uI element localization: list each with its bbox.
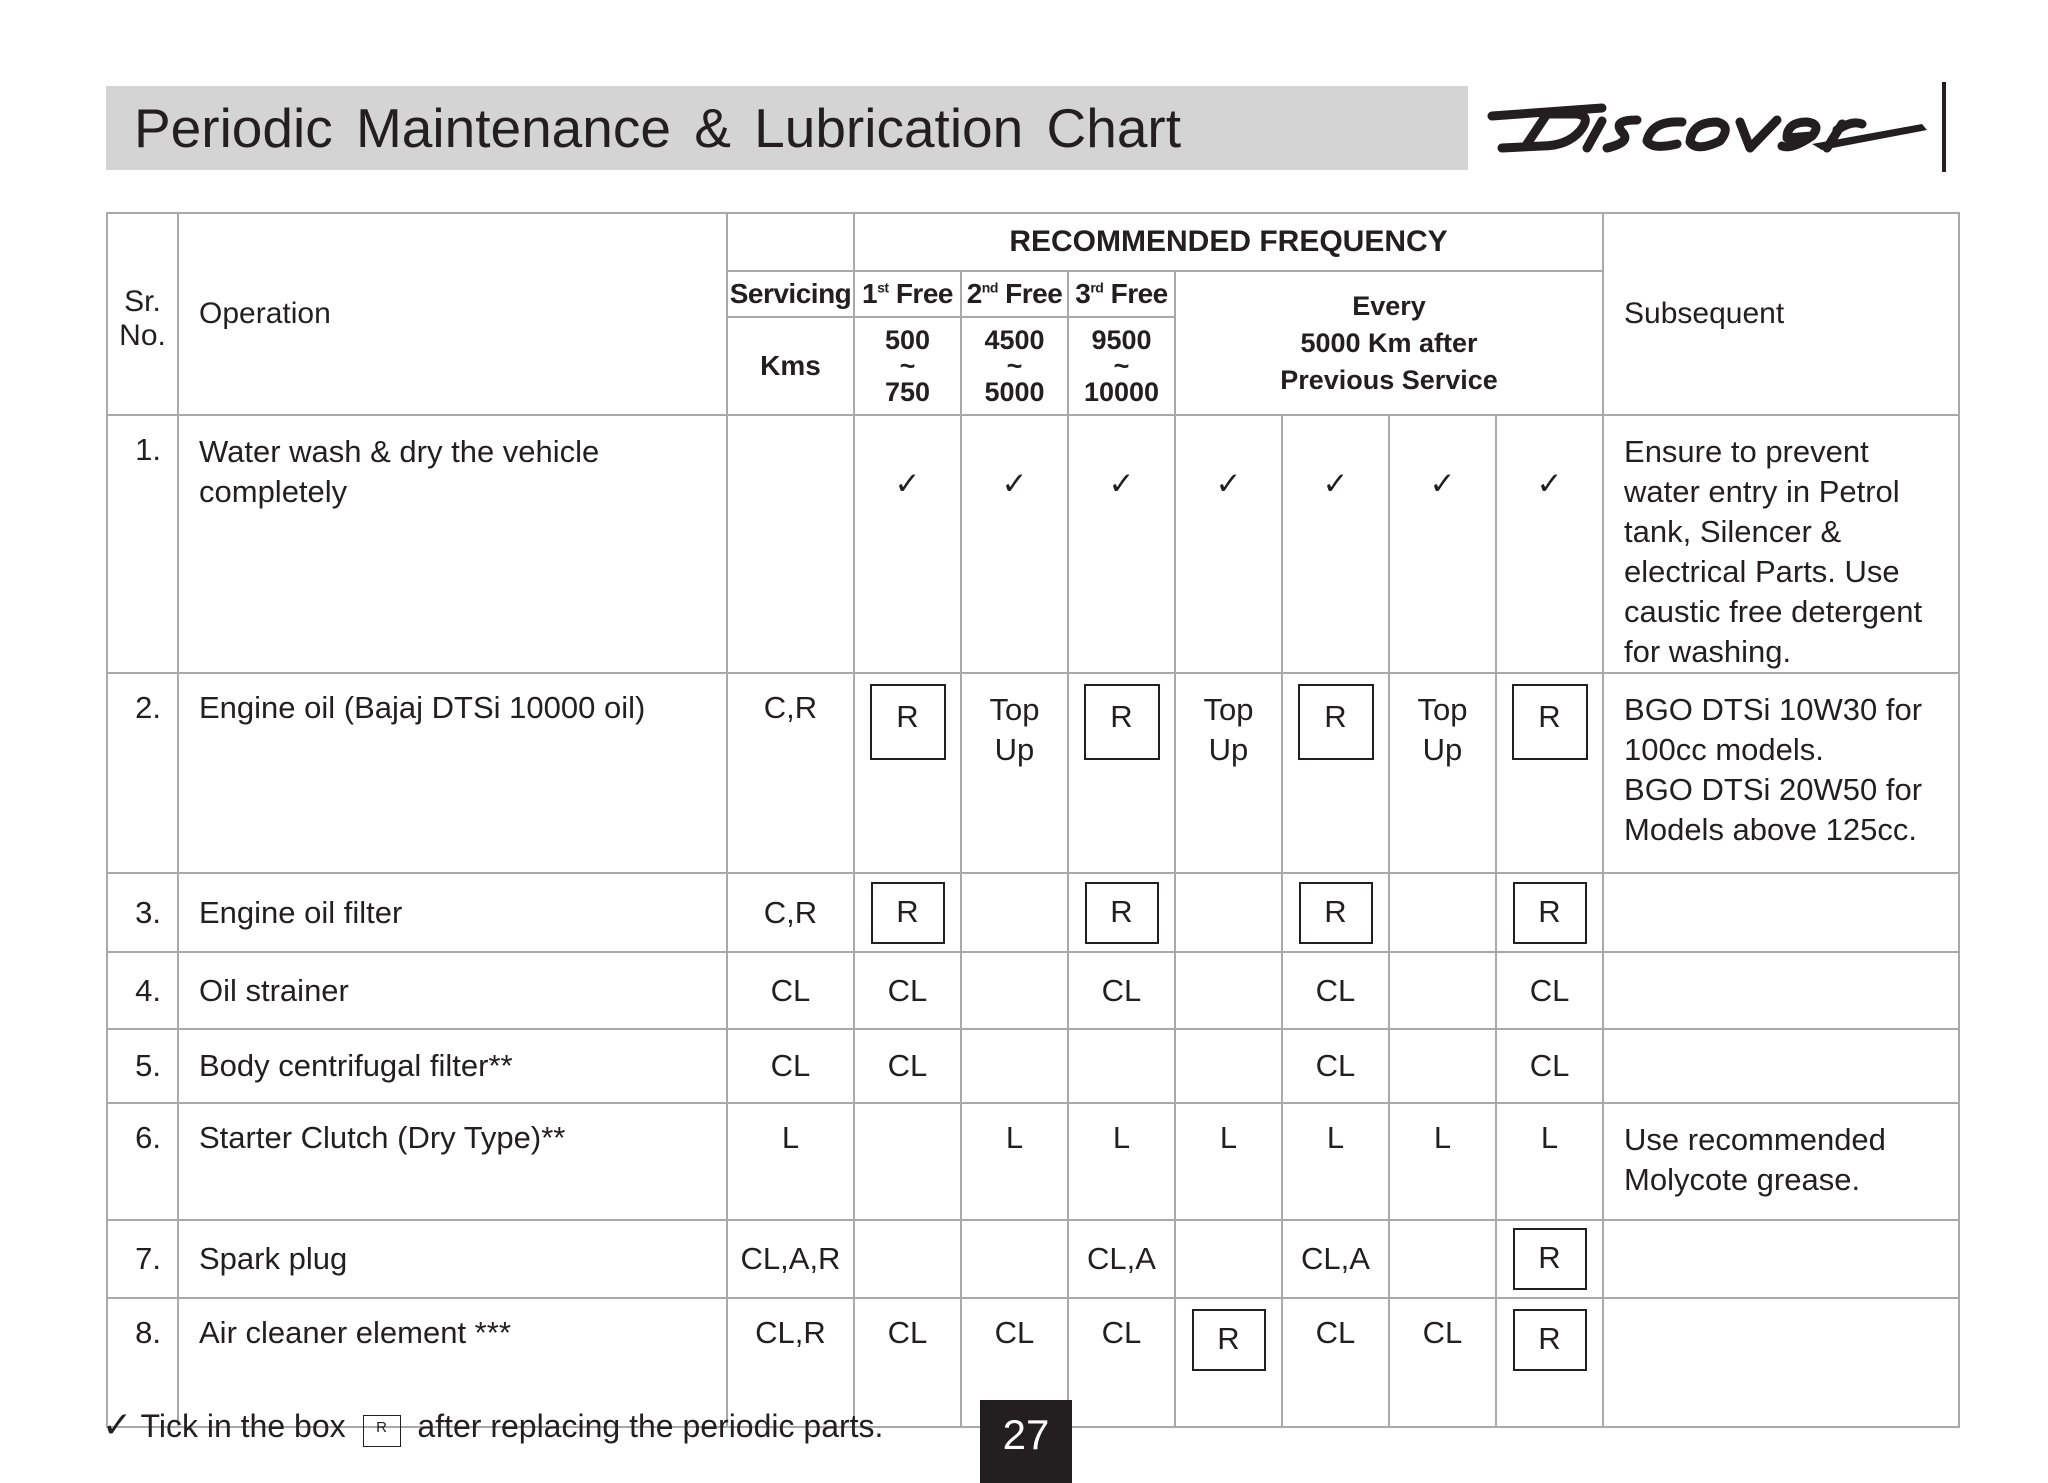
row-sr: 2.	[107, 673, 178, 873]
row-cell	[961, 952, 1068, 1029]
row-cell-topup	[961, 673, 1068, 873]
range3-tilde: ~	[1113, 351, 1130, 381]
header-operation: Operation	[178, 213, 727, 415]
row-cell	[854, 1103, 961, 1220]
row-cell-tick: ✓	[1175, 415, 1282, 673]
range1-tilde: ~	[899, 351, 916, 381]
every-line-1: Every	[1352, 290, 1426, 321]
replace-box: R	[1513, 882, 1587, 944]
replace-box: R	[871, 882, 945, 944]
row-cell-replace	[1496, 1298, 1603, 1427]
row-cell-tick: ✓	[1068, 415, 1175, 673]
table-row	[107, 952, 1959, 1029]
row-servicing: L	[727, 1103, 854, 1220]
row-cell-topup	[1175, 673, 1282, 873]
header-range-2	[961, 317, 1068, 415]
row-cell	[1175, 1220, 1282, 1298]
replace-box: R	[1513, 1228, 1587, 1290]
table-row	[107, 1103, 1959, 1220]
replace-box: R	[1192, 1309, 1266, 1371]
row-cell	[1175, 1029, 1282, 1103]
row-cell	[1175, 952, 1282, 1029]
header-range-1	[854, 317, 961, 415]
row-cell: L	[1282, 1103, 1389, 1220]
row-cell	[1389, 1220, 1496, 1298]
row-cell-replace	[1496, 1220, 1603, 1298]
note-line: BGO DTSi 20W50 for	[1624, 772, 1923, 807]
row-cell: CL	[1282, 1298, 1389, 1427]
row-cell	[1389, 1029, 1496, 1103]
header-empty	[727, 213, 854, 271]
every-line-2: 5000 Km after	[1300, 327, 1478, 358]
free3-num: 3	[1075, 278, 1091, 309]
replace-box: R	[1513, 1309, 1587, 1371]
row-cell: CL	[961, 1298, 1068, 1427]
row-note	[1603, 952, 1959, 1029]
row-operation: Oil strainer	[178, 952, 727, 1029]
row-cell: L	[1068, 1103, 1175, 1220]
replace-box-legend: R	[363, 1415, 401, 1447]
row-sr: 3.	[107, 873, 178, 952]
table-row	[107, 873, 1959, 952]
row-operation: Engine oil (Bajaj DTSi 10000 oil)	[178, 673, 727, 873]
row-cell-replace	[1496, 873, 1603, 952]
replace-box: R	[1085, 882, 1159, 944]
header-recommended-frequency: RECOMMENDED FREQUENCY	[854, 213, 1603, 271]
free3-sup: rd	[1090, 279, 1104, 296]
row-cell	[854, 1220, 961, 1298]
row-cell: L	[1496, 1103, 1603, 1220]
range3-to: 10000	[1083, 377, 1160, 407]
replace-box: R	[1298, 684, 1374, 760]
row-sr: 7.	[107, 1220, 178, 1298]
footer-note-after: after replacing the periodic parts.	[417, 1408, 884, 1444]
row-sr: 5.	[107, 1029, 178, 1103]
header-kms: Kms	[727, 317, 854, 415]
row-servicing: C,R	[727, 873, 854, 952]
row-cell: CL	[1068, 952, 1175, 1029]
row-cell: L	[1175, 1103, 1282, 1220]
row-note: Use recommended Molycote grease.	[1603, 1103, 1959, 1220]
footer-note	[102, 1404, 883, 1447]
free2-label: Free	[1005, 278, 1063, 309]
row-servicing	[727, 415, 854, 673]
row-cell-replace	[1068, 673, 1175, 873]
row-note: Ensure to prevent water entry in Petrol tank, Silencer & electrical Parts. Use caustic free detergent for washing.	[1603, 415, 1959, 673]
row-operation: Air cleaner element ***	[178, 1298, 727, 1427]
range2-tilde: ~	[1006, 351, 1023, 381]
row-cell-replace	[1068, 873, 1175, 952]
header-free-2	[961, 271, 1068, 317]
header-servicing: Servicing	[727, 271, 854, 317]
free1-num: 1	[862, 278, 878, 309]
row-cell-tick: ✓	[854, 415, 961, 673]
title-bar	[106, 86, 1468, 170]
row-operation: Water wash & dry the vehicle completely	[178, 415, 727, 673]
row-cell-replace	[854, 873, 961, 952]
tick-icon: ✓	[102, 1404, 133, 1445]
row-cell-tick: ✓	[1282, 415, 1389, 673]
maintenance-table	[106, 212, 1960, 1428]
row-cell: CL	[854, 1298, 961, 1427]
row-servicing: CL	[727, 1029, 854, 1103]
range2-from: 4500	[984, 325, 1045, 355]
row-cell-replace	[1175, 1298, 1282, 1427]
page-title: Periodic Maintenance & Lubrication Chart	[134, 97, 1182, 159]
row-cell: CL,A	[1282, 1220, 1389, 1298]
table-row	[107, 1220, 1959, 1298]
header-free-1	[854, 271, 961, 317]
header-sr-no	[107, 213, 178, 415]
row-cell: CL	[1068, 1298, 1175, 1427]
row-operation: Spark plug	[178, 1220, 727, 1298]
note-line: 100cc models.	[1624, 732, 1824, 767]
free2-num: 2	[966, 278, 982, 309]
row-servicing: CL	[727, 952, 854, 1029]
table-row	[107, 1029, 1959, 1103]
row-cell	[1389, 952, 1496, 1029]
range3-from: 9500	[1091, 325, 1152, 355]
header-sr-text: Sr. No.	[119, 285, 166, 352]
page-number: 27	[980, 1400, 1072, 1483]
header-free-3	[1068, 271, 1175, 317]
replace-box: R	[1084, 684, 1160, 760]
row-cell-topup	[1389, 673, 1496, 873]
row-operation: Body centrifugal filter**	[178, 1029, 727, 1103]
row-note	[1603, 673, 1959, 873]
replace-box: R	[1299, 882, 1373, 944]
row-note	[1603, 873, 1959, 952]
row-cell-replace	[1282, 673, 1389, 873]
range2-to: 5000	[984, 377, 1045, 407]
row-cell	[1389, 873, 1496, 952]
row-servicing: CL,R	[727, 1298, 854, 1427]
footer-note-before: Tick in the box	[140, 1408, 346, 1444]
free3-label: Free	[1110, 278, 1168, 309]
row-cell: CL	[1496, 952, 1603, 1029]
row-cell-tick: ✓	[961, 415, 1068, 673]
note-line: BGO DTSi 10W30 for	[1624, 692, 1923, 727]
row-cell: L	[1389, 1103, 1496, 1220]
table-row	[107, 673, 1959, 873]
free2-sup: nd	[981, 279, 998, 296]
row-operation: Engine oil filter	[178, 873, 727, 952]
replace-box: R	[870, 684, 946, 760]
row-cell-replace	[1282, 873, 1389, 952]
row-operation: Starter Clutch (Dry Type)**	[178, 1103, 727, 1220]
row-cell: CL	[1496, 1029, 1603, 1103]
logo-divider	[1942, 82, 1946, 172]
row-cell: CL	[1282, 1029, 1389, 1103]
top-up-text: Top Up	[1417, 692, 1468, 767]
row-cell	[961, 1029, 1068, 1103]
row-cell	[1175, 873, 1282, 952]
table-row	[107, 415, 1959, 673]
free1-sup: st	[877, 279, 889, 296]
row-cell: L	[961, 1103, 1068, 1220]
range1-to: 750	[884, 377, 931, 407]
top-up-text: Top Up	[1203, 692, 1254, 767]
row-cell	[1068, 1029, 1175, 1103]
row-cell: CL	[1389, 1298, 1496, 1427]
row-cell-tick: ✓	[1496, 415, 1603, 673]
row-note	[1603, 1298, 1959, 1427]
row-note	[1603, 1220, 1959, 1298]
row-cell: CL	[854, 1029, 961, 1103]
row-sr: 6.	[107, 1103, 178, 1220]
row-servicing: CL,A,R	[727, 1220, 854, 1298]
row-sr: 1.	[107, 415, 178, 673]
row-note	[1603, 1029, 1959, 1103]
free1-label: Free	[895, 278, 953, 309]
row-sr: 4.	[107, 952, 178, 1029]
discover-logo	[1482, 86, 1932, 166]
header-subsequent: Subsequent	[1603, 213, 1959, 415]
row-cell-tick: ✓	[1389, 415, 1496, 673]
range1-from: 500	[884, 325, 931, 355]
row-cell: CL	[1282, 952, 1389, 1029]
row-cell	[961, 1220, 1068, 1298]
row-cell-replace	[854, 673, 961, 873]
replace-box: R	[1512, 684, 1588, 760]
row-cell-replace	[1496, 673, 1603, 873]
row-cell	[961, 873, 1068, 952]
header-every-5000	[1175, 271, 1603, 415]
header-range-3	[1068, 317, 1175, 415]
row-servicing: C,R	[727, 673, 854, 873]
top-up-text: Top Up	[989, 692, 1040, 767]
note-line: Models above 125cc.	[1624, 812, 1917, 847]
row-sr: 8.	[107, 1298, 178, 1427]
row-cell: CL,A	[1068, 1220, 1175, 1298]
row-cell: CL	[854, 952, 961, 1029]
every-line-3: Previous Service	[1280, 364, 1498, 395]
